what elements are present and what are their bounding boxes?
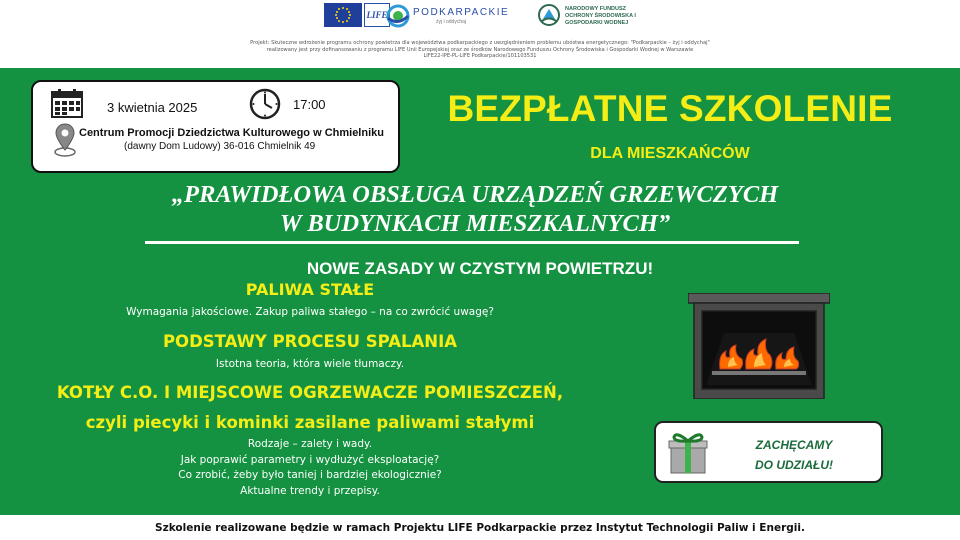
eu-flag-icon [324, 3, 362, 27]
event-date: 3 kwietnia 2025 [107, 100, 198, 115]
event-info-box [31, 80, 400, 173]
section-heading-combustion: PODSTAWY PROCESU SPALANIA [162, 332, 458, 351]
topic-underline [145, 241, 799, 244]
encourage-line-1: ZACHĘCAMY [755, 438, 833, 452]
section-heading-boilers: KOTŁY C.O. I MIEJSCOWE OGRZEWACZE POMIESZCZEŃ, [56, 383, 564, 402]
section-desc-boilers [110, 437, 510, 499]
project-text-line: LIFE22-IPE-PL-LIFE Podkarpackie/101103531 [423, 53, 537, 59]
header-logos [0, 0, 960, 68]
podkarpackie-tagline: żyj i oddychaj [436, 19, 467, 25]
desc-line: Aktualne trendy i przepisy. [240, 484, 380, 497]
project-info-text [200, 40, 760, 60]
subtitle: DLA MIESZKAŃCÓW [590, 145, 750, 162]
rules-heading: NOWE ZASADY W CZYSTYM POWIETRZU! [306, 259, 654, 278]
project-text-line: Projekt: Skuteczne wdrożenie programu ochrony powietrza dla województwa podkarpackiego z uwzględnieniem problemu ubóstwa energetycznego: "Podkarpackie – żyj i oddychaj" [250, 40, 710, 46]
podkarpackie-name: PODKARPACKIE [413, 7, 510, 18]
topic-line-1: „PRAWIDŁOWA OBSŁUGA URZĄDZEŃ GRZEWCZYCH [171, 181, 779, 208]
encourage-text [724, 435, 864, 475]
topic-line-2: W BUDYNKACH MIESZKALNYCH” [279, 210, 671, 237]
footer [0, 515, 960, 540]
podkarpackie-logo-icon [386, 4, 410, 28]
event-time: 17:00 [293, 97, 326, 112]
event-venue: Centrum Promocji Dziedzictwa Kulturowego w Chmielniku [79, 127, 384, 139]
section-desc-solid-fuels: Wymagania jakościowe. Zakup paliwa stałego – na co zwrócić uwagę? [126, 306, 494, 318]
nfosigw-logo-icon [538, 4, 560, 28]
desc-line: Co zrobić, żeby było taniej i bardziej ekologicznie? [178, 469, 442, 481]
nfosigw-name: NARODOWY FUNDUSZ OCHRONY ŚRODOWISKA I GOSPODARKI WODNEJ [565, 6, 636, 26]
section-heading-solid-fuels: PALIWA STAŁE [245, 280, 375, 299]
calendar-icon [51, 88, 83, 118]
location-pin-icon [53, 122, 77, 158]
footer-text: Szkolenie realizowane będzie w ramach Projektu LIFE Podkarpackie przez Instytut Technologii Paliw i Energii. [155, 522, 805, 534]
gift-icon [668, 429, 708, 475]
project-text-line: realizowany jest przy dofinansowaniu z programu LIFE Unii Europejskiej oraz ze środków Narodowego Funduszu Ochrony Środowiska i Gospodarki Wodnej w Warszawie [266, 46, 694, 53]
desc-line: Rodzaje – zalety i wady. [247, 438, 373, 450]
encourage-line-2: DO UDZIAŁU! [755, 458, 833, 472]
life-logo-text: LIFE [366, 10, 388, 20]
encourage-box [654, 421, 883, 483]
training-topic [80, 180, 870, 238]
main-title: BEZPŁATNE SZKOLENIE [447, 88, 893, 129]
desc-line: Jak poprawić parametry i wydłużyć eksploatację? [180, 453, 440, 466]
section-desc-combustion: Istotna teoria, która wiele tłumaczy. [215, 358, 405, 370]
event-address: (dawny Dom Ludowy) 36-016 Chmielnik 49 [124, 141, 316, 152]
fireplace-icon [688, 293, 830, 399]
section-heading-boilers-2: czyli piecyki i kominki zasilane paliwami stałymi [85, 413, 535, 432]
clock-icon [249, 88, 281, 120]
